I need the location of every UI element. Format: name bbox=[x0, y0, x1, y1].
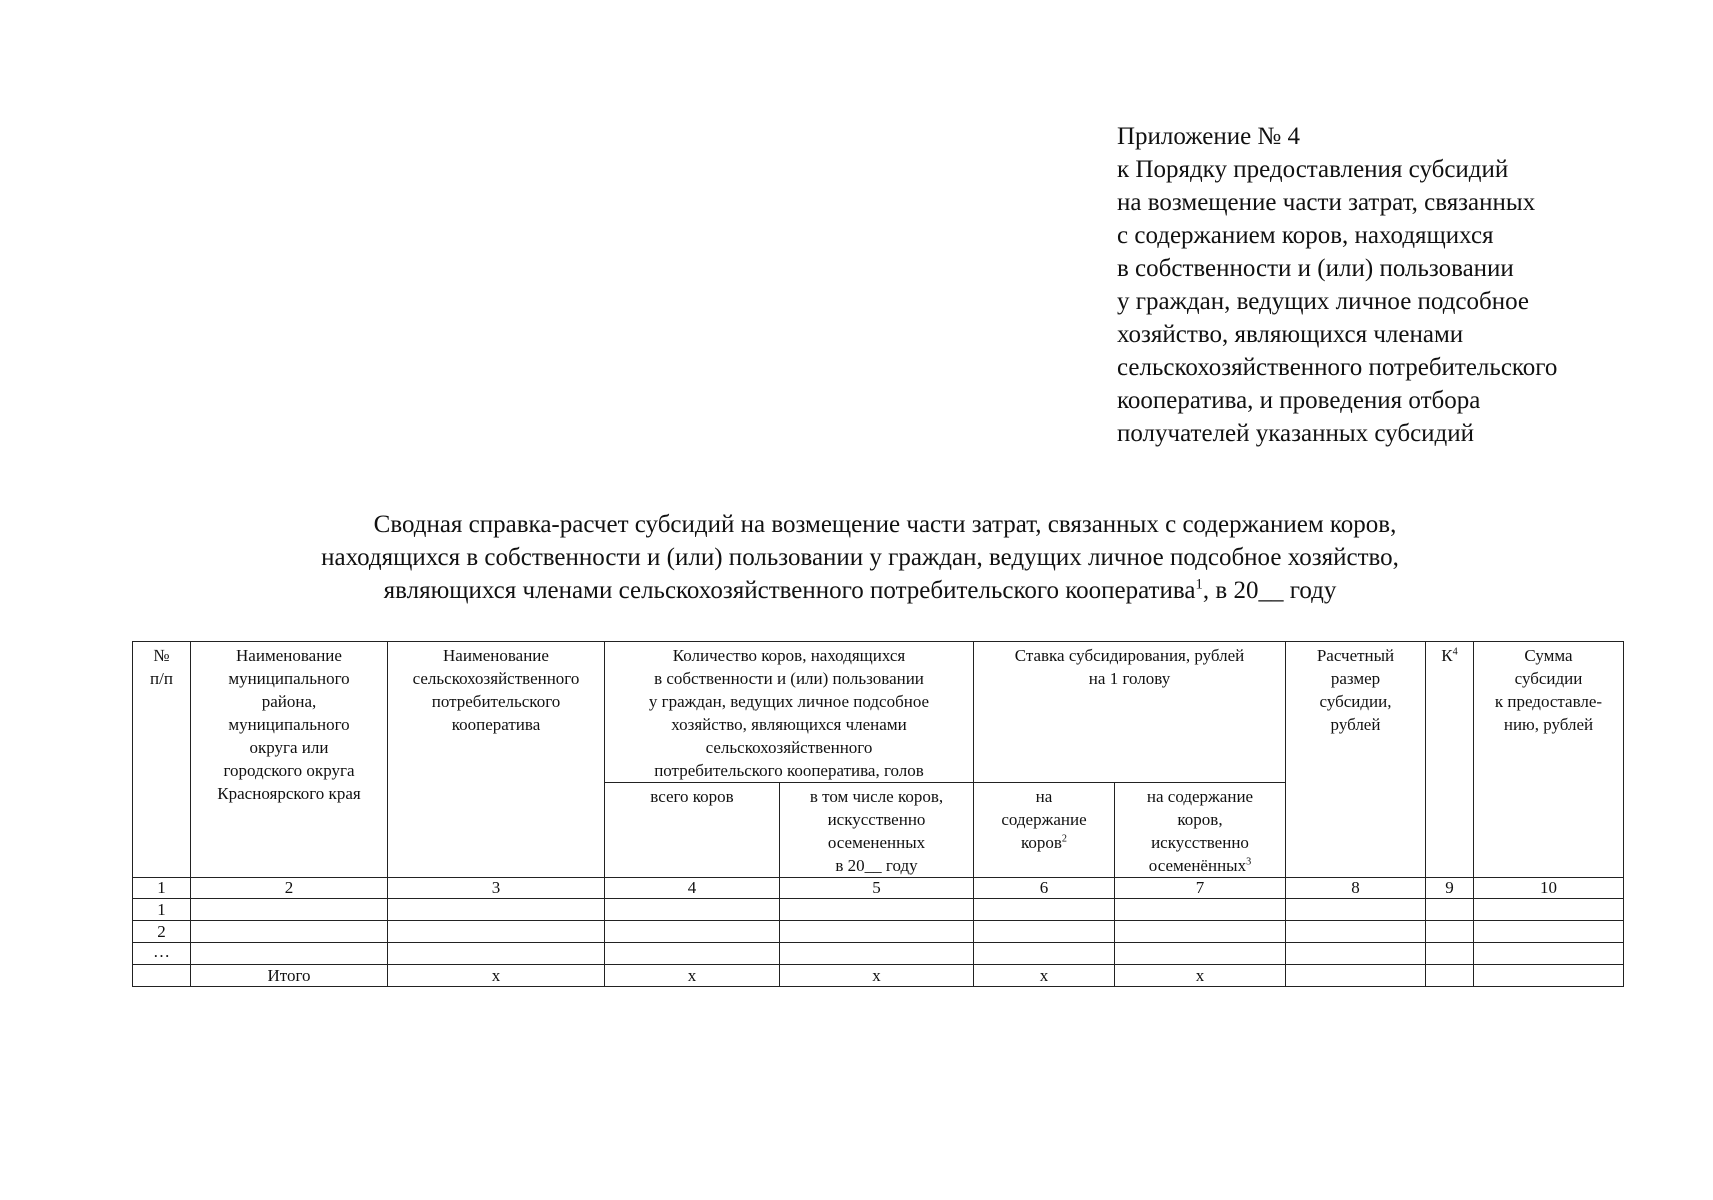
row-number: 1 bbox=[133, 899, 191, 921]
column-number: 4 bbox=[605, 878, 780, 899]
title-line-1: Сводная справка-расчет субсидий на возмещение части затрат, связанных с содержанием коров, bbox=[373, 511, 1397, 538]
header-cows-count-group: Количество коров, находящихся в собственности и (или) пользовании у граждан, ведущих личное подсобное хозяйство, являющихся членами сельскохозяйственного потребительского кооператива, голов bbox=[605, 642, 974, 783]
header-row-main bbox=[133, 642, 1624, 783]
table-row bbox=[133, 899, 1624, 921]
header-rate-group: Ставка субсидирования, рублей на 1 голову bbox=[974, 642, 1286, 783]
table-cell bbox=[1286, 943, 1426, 965]
total-mark: x bbox=[605, 965, 780, 987]
column-number: 8 bbox=[1286, 878, 1426, 899]
annex-line: получателей указанных субсидий bbox=[1117, 420, 1475, 447]
header-cooperative: Наименование сельскохозяйственного потребительского кооператива bbox=[388, 642, 605, 878]
table-cell bbox=[1115, 921, 1286, 943]
table-cell bbox=[1426, 921, 1474, 943]
header-subsidy-amount: Сумма субсидии к предоставле- нию, рублей bbox=[1474, 642, 1624, 878]
column-number-row bbox=[133, 878, 1624, 899]
header-coefficient: $К^4$ bbox=[1426, 642, 1474, 878]
header-rate-inseminated: на содержание коров, искусственно осеменённых$^3$ bbox=[1115, 783, 1286, 878]
table-cell bbox=[780, 943, 974, 965]
header-total-cows: всего коров bbox=[605, 783, 780, 878]
table-cell bbox=[1474, 921, 1624, 943]
table-cell bbox=[388, 899, 605, 921]
table-cell bbox=[191, 943, 388, 965]
row-number: 2 bbox=[133, 921, 191, 943]
title-line-3-text: являющихся членами сельскохозяйственного потребительского кооператива bbox=[383, 577, 1196, 604]
table-cell bbox=[388, 943, 605, 965]
table-cell bbox=[1115, 899, 1286, 921]
table-cell bbox=[1286, 921, 1426, 943]
annex-heading bbox=[1117, 120, 1677, 450]
table-cell bbox=[1115, 943, 1286, 965]
footnote-2-mark: 2 bbox=[1061, 833, 1068, 845]
total-label: Итого bbox=[191, 965, 388, 987]
table-cell bbox=[780, 899, 974, 921]
header-estimated-subsidy: Расчетный размер субсидии, рублей bbox=[1286, 642, 1426, 878]
total-mark: x bbox=[388, 965, 605, 987]
total-mark: x bbox=[974, 965, 1115, 987]
table-cell bbox=[974, 899, 1115, 921]
footnote-3-mark: 3 bbox=[1246, 856, 1252, 868]
table-cell bbox=[1286, 965, 1426, 987]
document-title bbox=[140, 508, 1580, 607]
annex-line: кооператива, и проведения отбора bbox=[1117, 387, 1481, 414]
table-cell bbox=[1426, 965, 1474, 987]
column-number: 7 bbox=[1115, 878, 1286, 899]
column-number: 2 bbox=[191, 878, 388, 899]
title-line-3-tail: , в 20__ году bbox=[1202, 577, 1337, 604]
table-cell bbox=[1474, 965, 1624, 987]
table-cell bbox=[1426, 899, 1474, 921]
total-mark: x bbox=[780, 965, 974, 987]
table-cell bbox=[1426, 943, 1474, 965]
column-number: 9 bbox=[1426, 878, 1474, 899]
title-line-2: находящихся в собственности и (или) пользовании у граждан, ведущих личное подсобное хозяйство, bbox=[321, 544, 1399, 571]
column-number: 5 bbox=[780, 878, 974, 899]
header-rate-cows: на содержание коров$^2$ bbox=[974, 783, 1115, 878]
table-cell bbox=[1286, 899, 1426, 921]
table-cell bbox=[191, 899, 388, 921]
annex-line: в собственности и (или) пользовании bbox=[1117, 255, 1514, 282]
column-number: 6 bbox=[974, 878, 1115, 899]
annex-line: на возмещение части затрат, связанных bbox=[1117, 189, 1536, 216]
total-mark: x bbox=[1115, 965, 1286, 987]
table-cell bbox=[605, 943, 780, 965]
annex-line: к Порядку предоставления субсидий bbox=[1117, 156, 1509, 183]
footnote-4-mark: 4 bbox=[1452, 646, 1458, 658]
column-number: 1 bbox=[133, 878, 191, 899]
row-number: … bbox=[133, 943, 191, 965]
table-cell bbox=[133, 965, 191, 987]
table-cell bbox=[780, 921, 974, 943]
table-cell bbox=[605, 899, 780, 921]
header-municipality: Наименование муниципального района, муниципального округа или городского округа Красноярского края bbox=[191, 642, 388, 878]
table-cell bbox=[191, 921, 388, 943]
annex-line: сельскохозяйственного потребительского bbox=[1117, 354, 1558, 381]
table-row bbox=[133, 921, 1624, 943]
table-cell bbox=[974, 943, 1115, 965]
annex-line: у граждан, ведущих личное подсобное bbox=[1117, 288, 1530, 315]
table-cell bbox=[974, 921, 1115, 943]
table-cell bbox=[1474, 899, 1624, 921]
total-row bbox=[133, 965, 1624, 987]
header-number: № п/п bbox=[133, 642, 191, 878]
table-cell bbox=[605, 921, 780, 943]
footnote-1-mark: 1 bbox=[1195, 576, 1203, 593]
column-number: 3 bbox=[388, 878, 605, 899]
title-line-3 bbox=[140, 574, 1580, 607]
annex-line: хозяйство, являющихся членами bbox=[1117, 321, 1464, 348]
annex-line: с содержанием коров, находящихся bbox=[1117, 222, 1494, 249]
subsidy-table bbox=[132, 641, 1624, 987]
header-inseminated-cows: в том числе коров, искусственно осемененных в 20__ году bbox=[780, 783, 974, 878]
table-cell bbox=[388, 921, 605, 943]
column-number: 10 bbox=[1474, 878, 1624, 899]
table-cell bbox=[1474, 943, 1624, 965]
table-row bbox=[133, 943, 1624, 965]
annex-line: Приложение № 4 bbox=[1117, 123, 1301, 150]
